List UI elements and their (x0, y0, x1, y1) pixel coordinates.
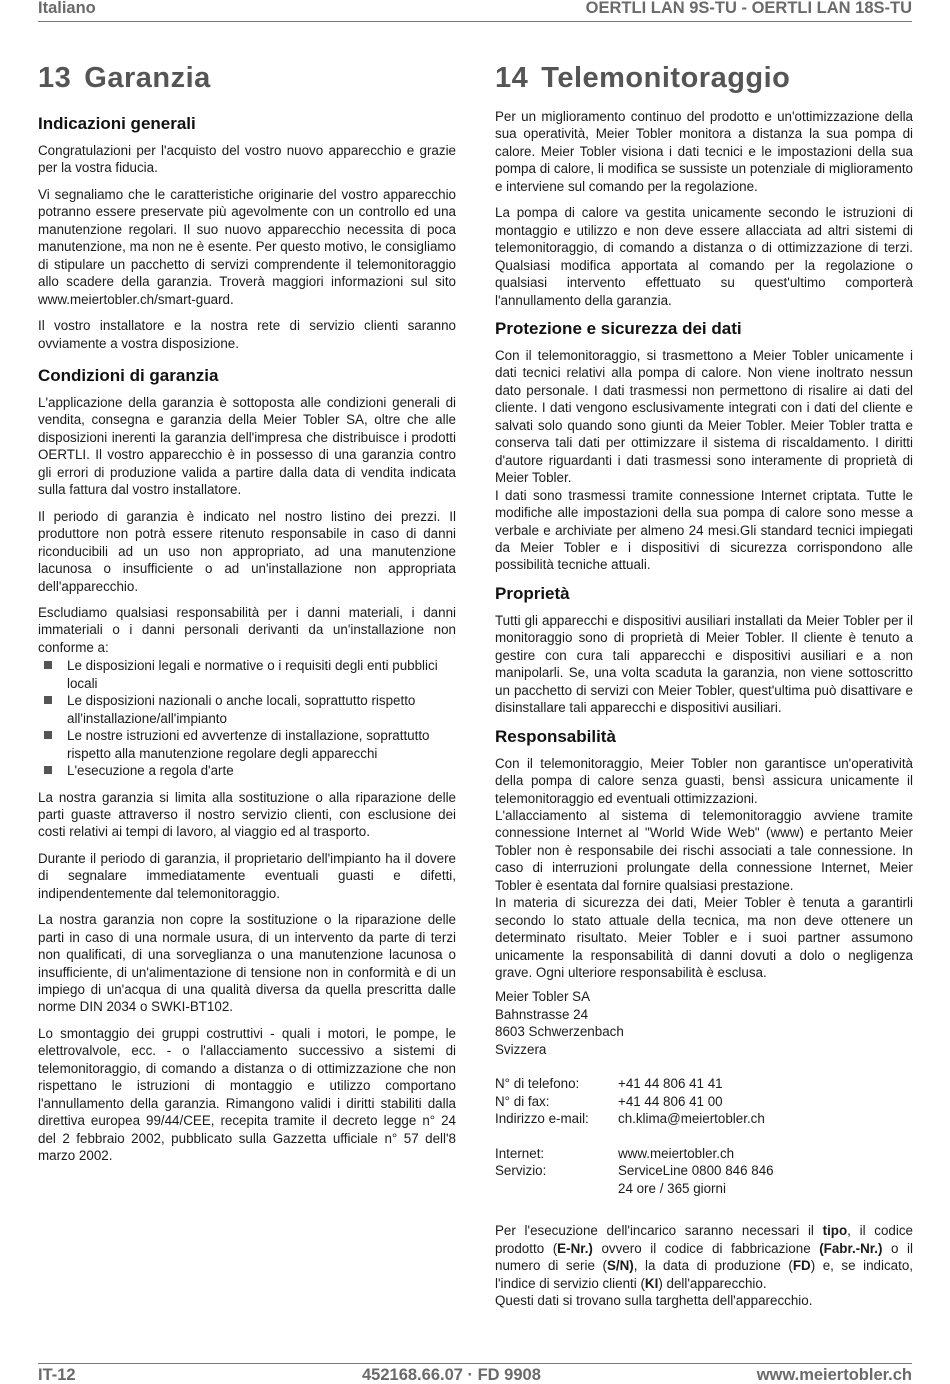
footer-website: www.meiertobler.ch (756, 1366, 912, 1384)
paragraph: Vi segnaliamo che le caratteristiche originarie del vostro apparecchio potranno essere preservate più agevolmente con un controllo ed una manutenzione regolari. Il suo nuovo apparecchio necessita di poca manutenzione, ma non ne è esente. Per questo motivo, le consigliamo di stipulare un pacchetto di servizi comprendente il telemonitoraggio allo scadere della garanzia. Troverà maggiori informazioni sul sito www.meiertobler.ch/smart-guard. (38, 186, 456, 307)
phone-label: N° di telefono: (495, 1076, 580, 1092)
company-name: Meier Tobler SA (495, 989, 591, 1005)
header-language: Italiano (38, 0, 96, 17)
paragraph: Lo smontaggio dei gruppi costruttivi - quali i motori, le pompe, le elettrovalvole, ecc. - o l'allacciamento successivo a sistemi di telemonitoraggio, di comando a distanza o di ottimizzazione che non rispettano le istruzioni di montaggio e utilizzo comportano l'annullamento della garanzia. Rimangono validi i diritti stabiliti dalla direttiva europea 99/44/CEE, recepita tramite il decreto legge n° 24 del 2 febbraio 2002, pubblicato sulla Gazzetta ufficiale n° 57 dell'8 marzo 2002. (38, 1025, 456, 1164)
page-header (38, 0, 912, 22)
paragraph: Il vostro installatore e la nostra rete di servizio clienti saranno ovviamente a vostra disposizione. (38, 318, 456, 351)
list-item: Le disposizioni legali e normative o i requisiti degli enti pubblici locali (38, 657, 456, 692)
paragraph: La nostra garanzia si limita alla sostituzione o alla riparazione delle parti guaste attraverso il nostro servizio clienti, con esclusione dei costi relativi ai tempi di lavoro, al viaggio ed al trasporto. (38, 789, 456, 840)
paragraph: L'allacciamento al sistema di telemonitoraggio avviene tramite connessione Internet al "World Wide Web" (www) e pertanto Meier Tobler non è responsabile dei rischi associati a tale connessione. In caso di interruzioni prolungate della connessione Internet, Meier Tobler è esentata dal fornire qualsiasi prestazione. (495, 807, 913, 893)
paragraph: Per l'esecuzione dell'incarico saranno necessari il tipo, il codice prodotto (E-Nr.) ovvero il codice di fabbricazione (Fabr.-Nr.) o il numero di serie (S/N), la data di produzione (FD) e, se indicato, l'indice di servizio clienti (KI) dell'apparecchio. (495, 1223, 913, 1291)
paragraph: I dati sono trasmessi tramite connessione Internet criptata. Tutte le modifiche alle impostazioni della sua pompa di calore sono messe a verbale e archiviate per almeno 24 mesi.Gli standard tecnici impiegati da Meier Tobler e i dispositivi di sicurezza corrispondono alle possibilità tecniche attuali. (495, 487, 913, 573)
section-title: Telemonitoraggio (541, 62, 791, 94)
paragraph: Durante il periodo di garanzia, il proprietario dell'impianto ha il dovere di segnalare immediatamente eventuali guasti e difetti, indipendentemente dal telemonitoraggio. (38, 850, 456, 901)
left-column (38, 58, 456, 1174)
service-hours: 24 ore / 365 giorni (618, 1180, 726, 1196)
section-14-title (495, 58, 913, 98)
list-item: Le nostre istruzioni ed avvertenze di installazione, soprattutto rispetto alla manutenzione regolare degli apparecchi (38, 727, 456, 762)
country: Svizzera (495, 1041, 547, 1057)
section-number: 13 (38, 62, 72, 94)
paragraph: Congratulazioni per l'acquisto del vostro nuovo apparecchio e grazie per la vostra fiducia. (38, 143, 456, 176)
paragraph: La nostra garanzia non copre la sostituzione o la riparazione delle parti in caso di una normale usura, di un intervento da parte di terzi non qualificati, di una sorveglianza o una manutenzione lacunosa o insufficiente, di un'alimentazione di tensione non in conformità e di un impiego di un'acqua di una qualità diversa da quella prescritta dalle norme DIN 2034 o SWKI-BT102. (38, 912, 456, 1015)
paragraph: Questi dati si trovano sulla targhetta dell'apparecchio. (495, 1293, 813, 1309)
internet-value: www.meiertobler.ch (618, 1146, 735, 1162)
subheading-general: Indicazioni generali (38, 114, 196, 133)
subheading-ownership: Proprietà (495, 583, 570, 603)
email-value: ch.klima@meiertobler.ch (618, 1111, 765, 1127)
page-footer (38, 1363, 912, 1384)
right-column (495, 58, 913, 1310)
header-product: OERTLI LAN 9S-TU - OERTLI LAN 18S-TU (585, 0, 912, 17)
paragraph: Con il telemonitoraggio, si trasmettono a Meier Tobler unicamente i dati tecnici relativi alla pompa di calore. Non viene inoltrato nessun dato personale. I dati trasmessi non permettono di risalire ai dati del cliente. I dati vengono esclusivamente integrati con i dati del cliente e salvati solo quando sono giunti da Meier Tobler. Meier Tobler tratta e conserva tali dati per ottimizzare il sistema di riscaldamento. I diritti d'autore riguardanti i dati trasmessi sono interamente di proprietà di Meier Tobler. (495, 347, 913, 486)
company-address (495, 988, 913, 1197)
paragraph: Tutti gli apparecchi e dispositivi ausiliari installati da Meier Tobler per il monitoraggio sono di proprietà di Meier Tobler. Il cliente è tenuto a gestire con cura tali apparecchi e dispositivi ausiliari e a non manipolarli. Se, una volta scaduta la garanzia, non viene sottoscritto un pacchetto di servizi con Meier Tobler, quest'ultima può disattivare e disinstallare tali apparecchi e dispositivi ausiliari. (495, 612, 913, 716)
paragraph: L'applicazione della garanzia è sottoposta alle condizioni generali di vendita, consegna e garanzia della Meier Tobler SA, oltre che alle disposizioni inerenti la garanzia dell'impresa che distribuisce i prodotti OERTLI. Il vostro apparecchio è in possesso di una garanzia contro gli errori di produzione valida a partire dalla data di vendita indicata sulla fattura dal vostro installatore. (38, 394, 456, 498)
service-label: Servizio: (495, 1163, 547, 1179)
paragraph: La pompa di calore va gestita unicamente secondo le istruzioni di montaggio e utilizzo e non deve essere allacciata ad altri sistemi di telemonitoraggio, di comando a distanza o di ottimizzazione di terzi. Qualsiasi modifica apportata al comando per la regolazione o qualsiasi intervento effettuato su quest'ultimo comporterà l'annullamento della garanzia. (495, 205, 913, 308)
paragraph: In materia di sicurezza dei dati, Meier Tobler è tenuta a garantirli secondo lo stato attuale della tecnica, ma non deve ottenere un determinato risultato. Meier Tobler e i suoi partner assumono unicamente la responsabilità di danni dovuti a dolo o negligenza grave. Ogni ulteriore responsabilità è esclusa. (495, 895, 913, 981)
paragraph: Il periodo di garanzia è indicato nel nostro listino dei prezzi. Il produttore non potrà essere ritenuto responsabile in caso di danni riconducibili ad un uso non appropriato, ad una manutenzione lacunosa o insufficiente o ad un'installazione non appropriata dell'apparecchio. (38, 508, 456, 594)
subheading-liability: Responsabilità (495, 726, 616, 746)
list-item: Le disposizioni nazionali o anche locali, soprattutto rispetto all'installazione/all'impianto (38, 692, 456, 727)
footer-page-number: IT-12 (38, 1366, 76, 1384)
fax-label: N° di fax: (495, 1093, 550, 1109)
subheading-warranty-conditions: Condizioni di garanzia (38, 365, 219, 385)
contact-table (495, 1075, 774, 1197)
subheading-data-protection: Protezione e sicurezza dei dati (495, 318, 742, 338)
list-item: L'esecuzione a regola d'arte (38, 762, 456, 779)
service-value: ServiceLine 0800 846 846 (618, 1163, 774, 1179)
footer-doc-code: 452168.66.07 · FD 9908 (362, 1366, 541, 1384)
paragraph: Con il telemonitoraggio, Meier Tobler non garantisce un'operatività della pompa di calore senza guasti, bensì assicura unicamente il telemonitoraggio ed eventuali ottimizzazioni. (495, 755, 913, 806)
city: 8603 Schwerzenbach (495, 1024, 624, 1040)
fax-value: +41 44 806 41 00 (618, 1093, 723, 1109)
paragraph: Per un miglioramento continuo del prodotto e un'ottimizzazione della sua operatività, Meier Tobler monitora a distanza la sua pompa di calore. Meier Tobler visiona i dati tecnici e le impostazioni della sua pompa di calore, li modifica se sussiste un potenziale di miglioramento e interviene sul comando per la regolazione. (495, 109, 913, 194)
paragraph: Escludiamo qualsiasi responsabilità per i danni materiali, i danni immateriali o i danni personali derivanti da un'installazione non conforme a: (38, 604, 456, 655)
identification-note (495, 1222, 913, 1309)
section-number: 14 (495, 62, 529, 94)
phone-value: +41 44 806 41 41 (618, 1076, 723, 1092)
section-title: Garanzia (84, 62, 211, 94)
internet-label: Internet: (495, 1146, 545, 1162)
email-label: Indirizzo e-mail: (495, 1111, 589, 1127)
street: Bahnstrasse 24 (495, 1006, 589, 1022)
exclusion-list (38, 657, 456, 779)
section-13-title (38, 58, 456, 98)
